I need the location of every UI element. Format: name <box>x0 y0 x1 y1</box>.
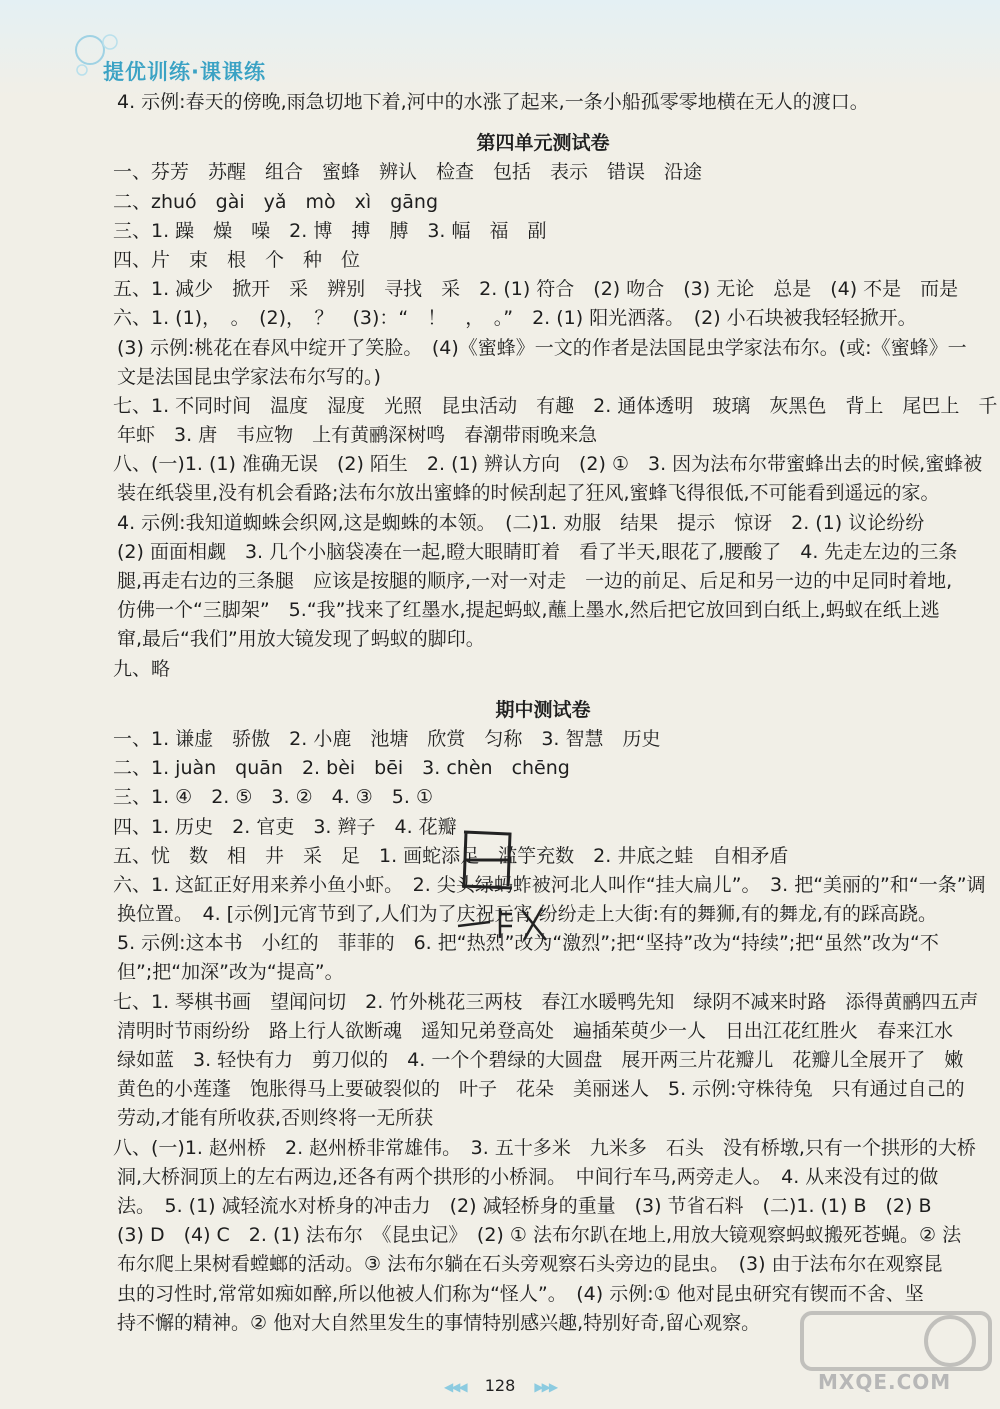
answer-line: (3) 示例:桃花在春风中绽开了笑脸。 (4)《蜜蜂》一文的作者是法国昆虫学家法布尔。(或:《蜜蜂》一 <box>117 336 967 359</box>
answer-line: 腿,再走右边的三条腿 应该是按腿的顺序,一对一对走 一边的前足、后足和另一边的中足同时着地, <box>117 570 953 592</box>
answer-line: 4. 示例:我知道蜘蛛会织网,这是蜘蛛的本领。 (二)1. 劝服 结果 提示 惊讶 2. (1) 议论纷纷 <box>117 511 925 534</box>
answer-line: 虫的习性时,常常如痴如醉,所以他被人们称为“怪人”。 (4) 示例:① 他对昆虫研究有锲而不舍、坚 <box>117 1282 924 1305</box>
answer-line: 窜,最后“我们”用放大镜发现了蚂蚁的脚印。 <box>117 628 485 651</box>
answer-line: 洞,大桥洞顶上的左右两边,还各有两个拱形的小桥洞。 中间行车马,两旁走人。 4. 从来没有过的做 <box>117 1165 939 1188</box>
page-number: 128 <box>484 1376 516 1395</box>
answer-line: 八、(一)1. 赵州桥 2. 赵州桥非常雄伟。 3. 五十多米 九米多 石头 没有桥墩,只有一个拱形的大桥 <box>113 1136 976 1159</box>
answer-line: 八、(一)1. (1) 准确无误 (2) 陌生 2. (1) 辨认方向 (2) ① 3. 因为法布尔带蜜蜂出去的时候,蜜蜂被 <box>113 453 983 476</box>
answer-line: 三、1. ④ 2. ⑤ 3. ② 4. ③ 5. ① <box>113 786 434 809</box>
answer-line: 装在纸袋里,没有机会看路;法布尔放出蜜蜂的时候刮起了狂风,蜜蜂飞得很低,不可能看到遥远的家。 <box>117 482 940 505</box>
left-arrows-icon: ◀◀◀ <box>443 1380 466 1394</box>
answer-line: 四、片 束 根 个 种 位 <box>113 248 361 271</box>
answer-line: 一、芬芳 苏醒 组合 蜜蜂 辨认 检查 包括 表示 错误 沿途 <box>113 161 703 184</box>
header-title: 提优训练·课课练 <box>103 60 266 84</box>
right-arrows-icon: ▶▶▶ <box>534 1380 557 1394</box>
answer-line: 文是法国昆虫学家法布尔写的。) <box>117 365 381 388</box>
section-title: 期中测试卷 <box>495 698 591 721</box>
answer-line: 二、zhuó gài yǎ mò xì gāng <box>113 190 439 213</box>
answer-line: 布尔爬上果树看螳螂的活动。③ 法布尔躺在石头旁观察石头旁边的昆虫。 (3) 由于法布尔在观察昆 <box>117 1253 943 1276</box>
answer-line: 七、1. 琴棋书画 望闻问切 2. 竹外桃花三两枝 春江水暖鸭先知 绿阴不减来时路 添得黄鹂四五声 <box>113 990 979 1013</box>
answer-line: 仿佛一个“三脚架” 5.“我”找来了红墨水,提起蚂蚁,蘸上墨水,然后把它放回到白纸上,蚂蚁在纸上逃 <box>117 599 940 622</box>
answer-line: 劳动,才能有所收获,否则终将一无所获 <box>117 1107 434 1130</box>
answer-line: 但”;把“加深”改为“提高”。 <box>117 961 344 984</box>
answer-line: 九、略 <box>113 657 171 680</box>
answer-line: 黄色的小莲蓬 饱胀得马上要破裂似的 叶子 花朵 美丽迷人 5. 示例:守株待兔 只有通过自己的 <box>117 1078 965 1101</box>
handwritten-scribble <box>450 822 570 942</box>
answer-line: 4. 示例:春天的傍晚,雨急切地下着,河中的水涨了起来,一条小船孤零零地横在无人的渡口。 <box>117 91 869 113</box>
answer-line: 持不懈的精神。② 他对大自然里发生的事情特别感兴趣,特别好奇,留心观察。 <box>117 1311 761 1334</box>
section-title: 第四单元测试卷 <box>476 132 610 155</box>
answer-content <box>113 88 998 1338</box>
answer-line: 法。 5. (1) 减轻流水对桥身的冲击力 (2) 减轻桥身的重量 (3) 节省石料 (二)1. (1) B (2) B <box>117 1194 932 1217</box>
answer-line: 四、1. 历史 2. 官吏 3. 辫子 4. 花瓣 <box>113 815 457 838</box>
answer-line: 5. 示例:这本书 小红的 菲菲的 6. 把“热烈”改为“激烈”;把“坚持”改为“持续”;把“虽然”改为“不 <box>117 932 939 955</box>
answer-line: 六、1. (1)， 。 (2)， ？ (3)：“ ！ ， 。” 2. (1) 阳光洒落。 (2) 小石块被我轻轻掀开。 <box>113 307 917 330</box>
answer-line: 年虾 3. 唐 韦应物 上有黄鹂深树鸣 春潮带雨晚来急 <box>117 424 598 447</box>
answer-line: 二、1. juàn quān 2. bèi bēi 3. chèn chēng <box>113 757 570 780</box>
answer-line: 绿如蓝 3. 轻快有力 剪刀似的 4. 一个个碧绿的大圆盘 展开两三片花瓣儿 花瓣儿全展开了 嫩 <box>117 1049 964 1071</box>
page-footer <box>0 1376 1000 1395</box>
answer-line: 七、1. 不同时间 温度 湿度 光照 昆虫活动 有趣 2. 通体透明 玻璃 灰黑色 背上 尾巴上 千 <box>113 394 998 417</box>
answer-line: 六、1. 这缸正好用来养小鱼小虾。 2. 尖头绿蚂蚱被河北人叫作“挂大扁儿”。 3. 把“美丽的”和“一条”调 <box>113 873 986 896</box>
answer-line: 三、1. 躁 燥 噪 2. 博 搏 膊 3. 幅 福 副 <box>113 219 547 242</box>
section-gap <box>113 684 973 696</box>
watermark-text: MXQE.COM <box>818 1370 952 1394</box>
section-gap <box>113 117 973 129</box>
answer-line: 五、1. 减少 掀开 采 辨别 寻找 采 2. (1) 符合 (2) 吻合 (3) 无论 总是 (4) 不是 而是 <box>113 278 959 301</box>
answer-line: 五、忧 数 相 井 采 足 1. 画蛇添足 滥竽充数 2. 井底之蛙 自相矛盾 <box>113 844 789 867</box>
answer-line: (2) 面面相觑 3. 几个小脑袋凑在一起,瞪大眼睛盯着 看了半天,眼花了,腰酸了 4. 先走左边的三条 <box>117 540 958 563</box>
answer-line: 清明时节雨纷纷 路上行人欲断魂 遥知兄弟登高处 遍插茱萸少一人 日出江花红胜火 春来江水 <box>117 1019 954 1042</box>
answer-line: (3) D (4) C 2. (1) 法布尔 《昆虫记》 (2) ① 法布尔趴在地上,用放大镜观察蚂蚁搬死苍蝇。② 法 <box>117 1224 962 1247</box>
answer-line: 一、1. 谦虚 骄傲 2. 小鹿 池塘 欣赏 匀称 3. 智慧 历史 <box>113 727 661 750</box>
answer-line: 换位置。 4. [示例]元宵节到了,人们为了庆祝元宵,纷纷走上大街:有的舞狮,有的舞龙,有的踩高跷。 <box>117 903 938 926</box>
page-header <box>0 0 1000 95</box>
